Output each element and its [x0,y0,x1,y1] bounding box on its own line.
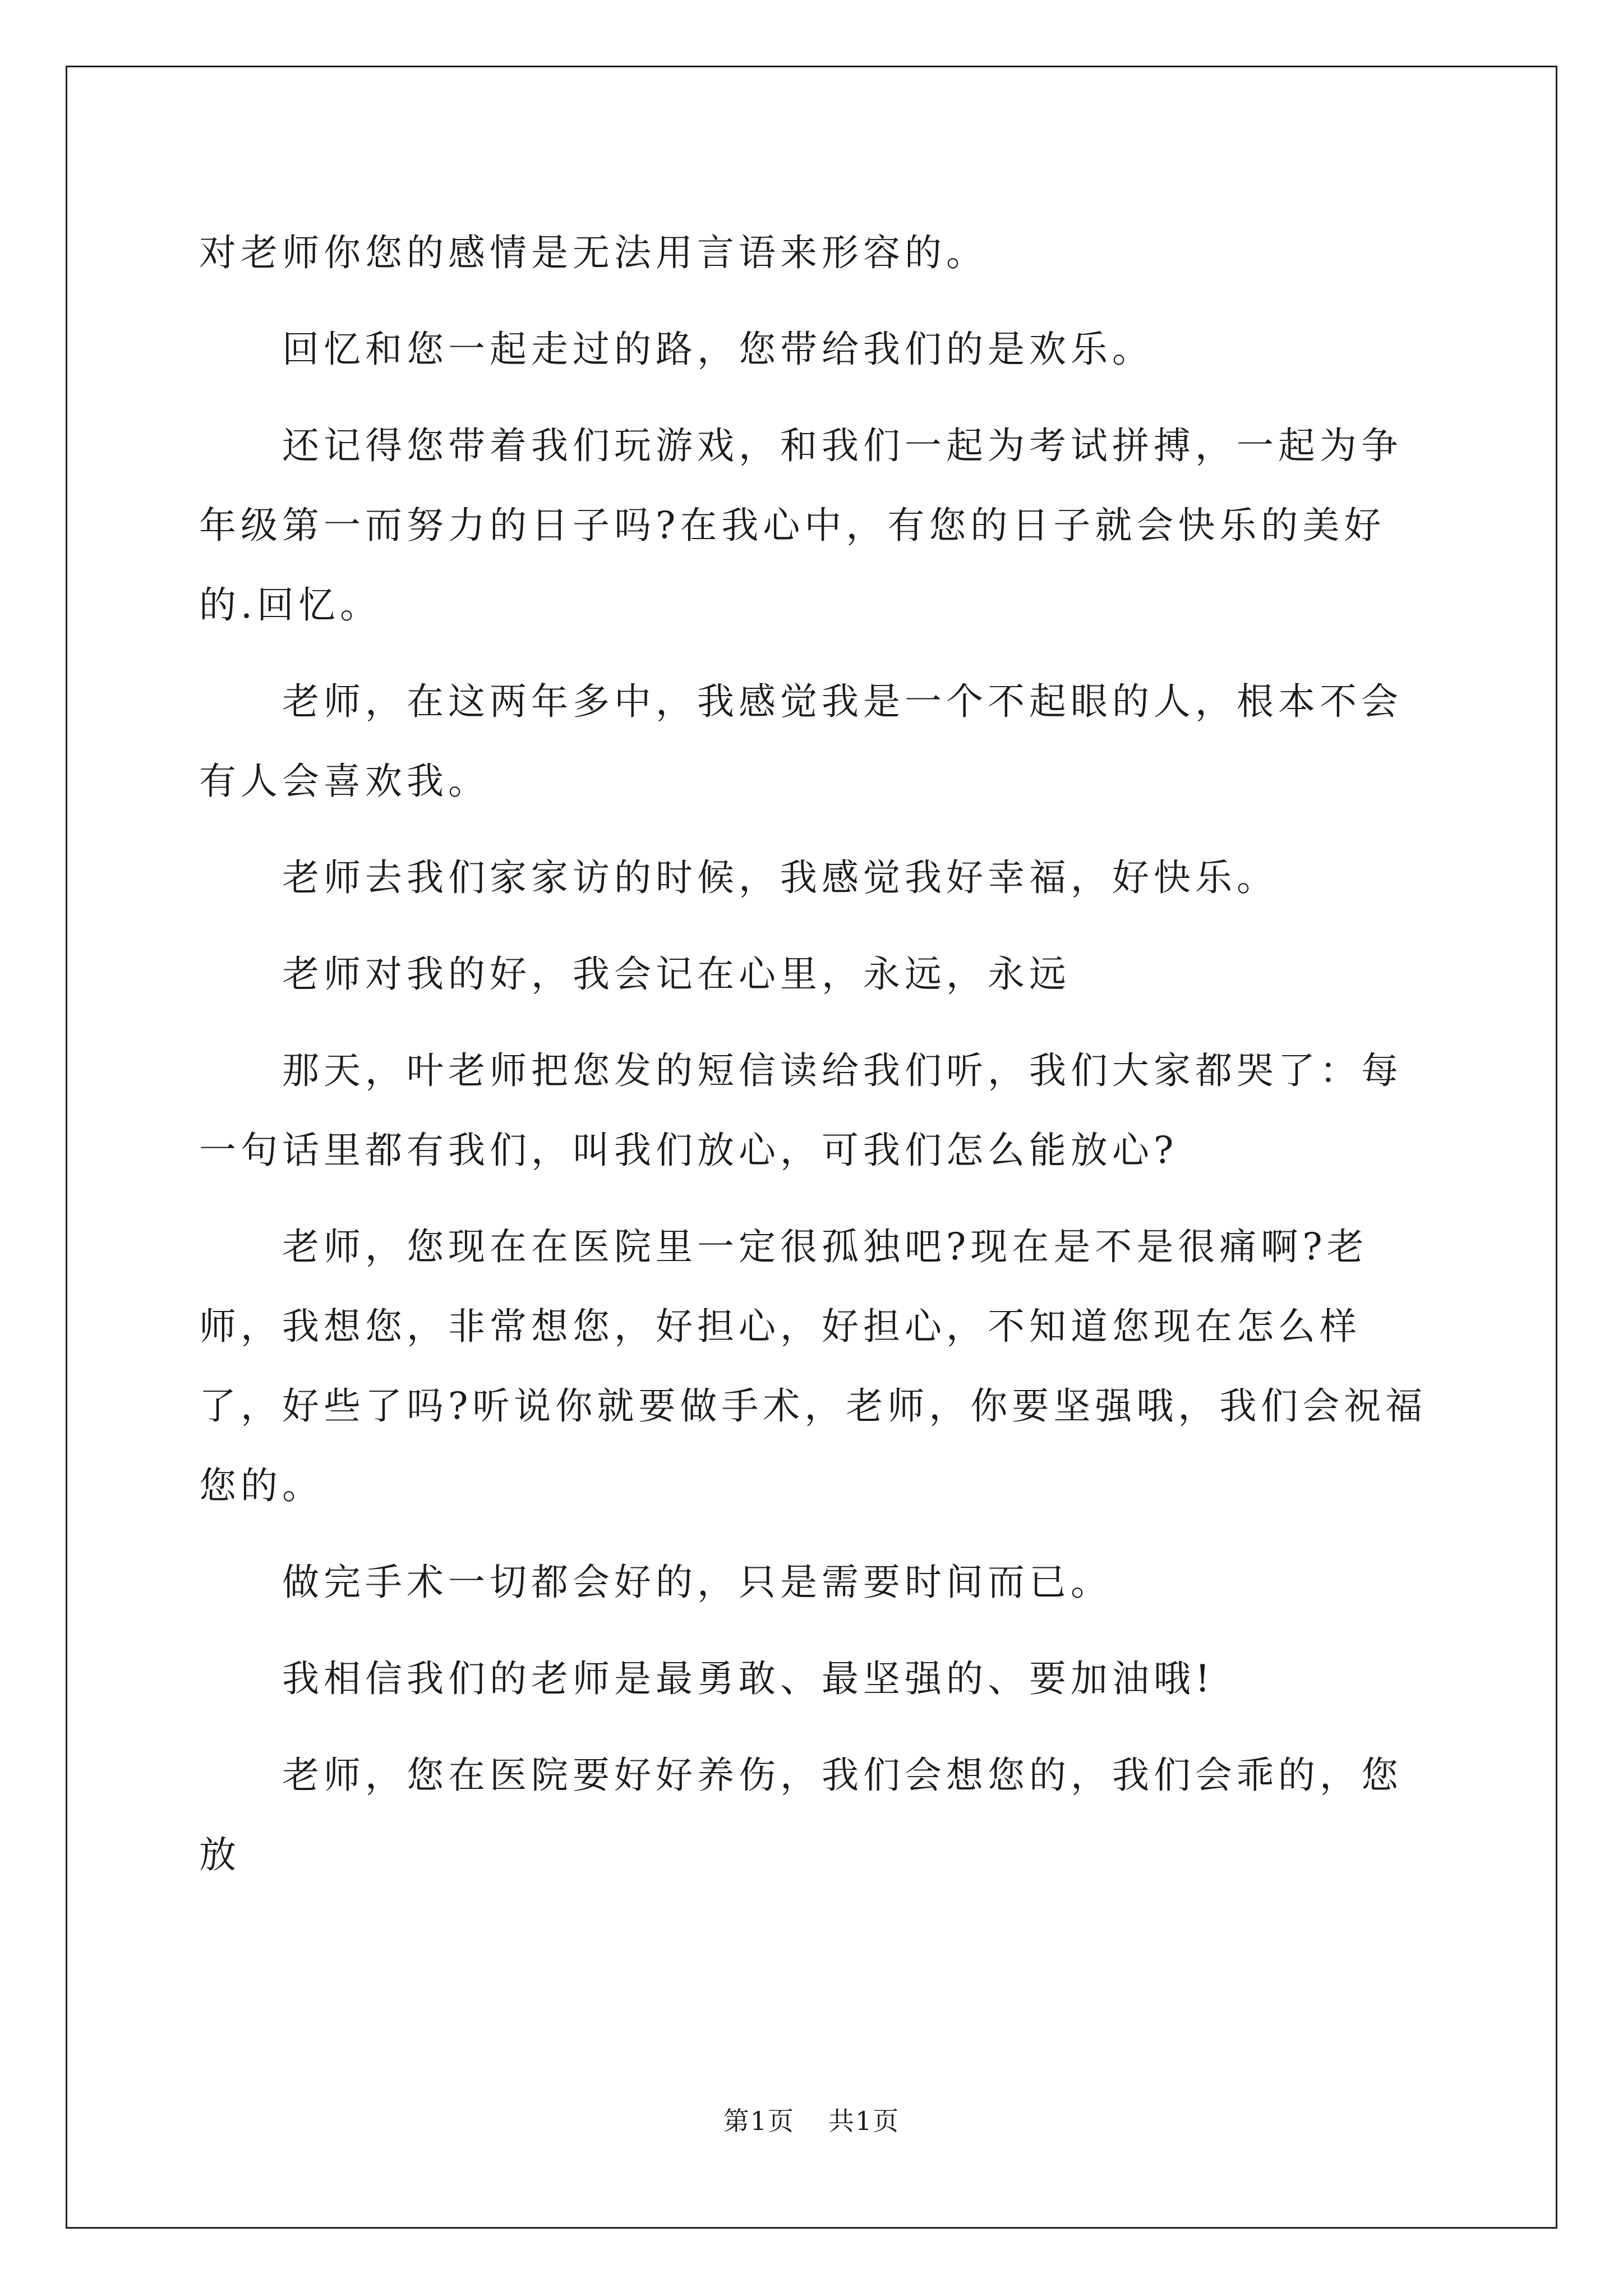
paragraph-5: 老师去我们家家访的时候，我感觉我好幸福，好快乐。 [282,856,1278,899]
paragraph-9: 做完手术一切都会好的，只是需要时间而已。 [282,1561,1112,1604]
paragraph-6: 老师对我的好，我会记在心里，永远，永远 [282,953,1071,996]
document-body [199,213,1427,1912]
paragraph-10: 我相信我们的老师是最勇敢、最坚强的、要加油哦! [282,1657,1215,1700]
page-number-current: 第1页 [723,2106,795,2136]
paragraph-4: 老师，在这两年多中，我感觉我是一个不起眼的人，根本不会有人会喜欢我。 [199,680,1403,803]
paragraph-1: 对老师你您的感情是无法用言语来形容的。 [199,231,988,274]
paragraph-3: 还记得您带着我们玩游戏，和我们一起为考试拼搏，一起为争年级第一而努力的日子吗?在我心中，有您的日子就会快乐的美好的.回忆。 [199,424,1403,627]
paragraph-7: 那天，叶老师把您发的短信读给我们听，我们大家都哭了：每一句话里都有我们，叫我们放心，可我们怎么能放心? [199,1049,1403,1172]
paragraph-2: 回忆和您一起走过的路，您带给我们的是欢乐。 [282,328,1154,371]
paragraph-8: 老师，您现在在医院里一定很孤独吧?现在是不是很痛啊?老师，我想您，非常想您，好担心，好担心，不知道您现在怎么样了，好些了吗?听说你就要做手术，老师，你要坚强哦，我们会祝福您的。 [199,1225,1427,1507]
page-footer [0,2101,1623,2138]
page-number-total: 共1页 [828,2106,900,2136]
paragraph-11: 老师，您在医院要好好养伤，我们会想您的，我们会乖的，您放 [199,1754,1403,1876]
